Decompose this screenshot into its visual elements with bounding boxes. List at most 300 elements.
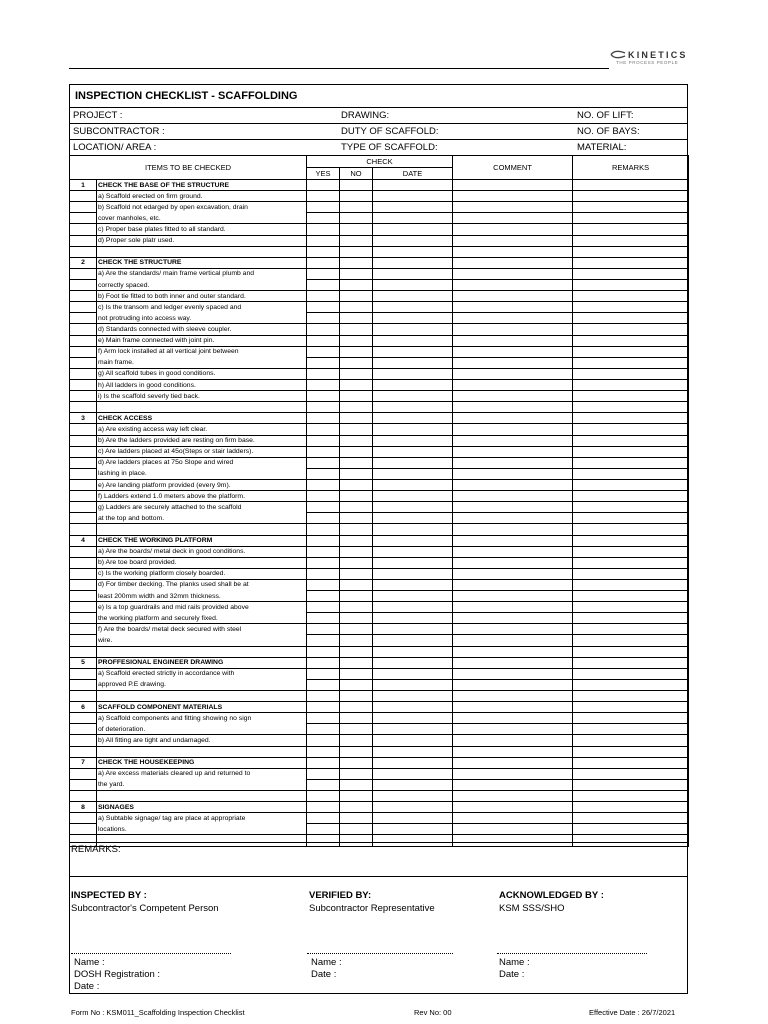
yes-cell[interactable] xyxy=(307,446,340,457)
no-cell[interactable] xyxy=(340,646,373,657)
remarks-cell[interactable] xyxy=(573,457,689,468)
yes-cell[interactable] xyxy=(307,713,340,724)
no-cell[interactable] xyxy=(340,257,373,268)
remarks-cell[interactable] xyxy=(573,668,689,679)
yes-cell[interactable] xyxy=(307,224,340,235)
comment-cell[interactable] xyxy=(453,302,573,313)
yes-cell[interactable] xyxy=(307,646,340,657)
yes-cell[interactable] xyxy=(307,268,340,279)
no-cell[interactable] xyxy=(340,557,373,568)
date-cell[interactable] xyxy=(373,191,453,202)
remarks-cell[interactable] xyxy=(573,491,689,502)
comment-cell[interactable] xyxy=(453,591,573,602)
date-cell[interactable] xyxy=(373,491,453,502)
date-cell[interactable] xyxy=(373,691,453,702)
comment-cell[interactable] xyxy=(453,757,573,768)
remarks-cell[interactable] xyxy=(573,180,689,191)
remarks-cell[interactable] xyxy=(573,546,689,557)
date-cell[interactable] xyxy=(373,624,453,635)
remarks-cell[interactable] xyxy=(573,679,689,690)
no-cell[interactable] xyxy=(340,702,373,713)
comment-cell[interactable] xyxy=(453,768,573,779)
date-cell[interactable] xyxy=(373,424,453,435)
yes-cell[interactable] xyxy=(307,513,340,524)
comment-cell[interactable] xyxy=(453,535,573,546)
remarks-cell[interactable] xyxy=(573,424,689,435)
date-cell[interactable] xyxy=(373,291,453,302)
comment-cell[interactable] xyxy=(453,802,573,813)
remarks-cell[interactable] xyxy=(573,213,689,224)
date-cell[interactable] xyxy=(373,468,453,479)
yes-cell[interactable] xyxy=(307,424,340,435)
no-cell[interactable] xyxy=(340,324,373,335)
date-cell[interactable] xyxy=(373,313,453,324)
yes-cell[interactable] xyxy=(307,279,340,290)
no-cell[interactable] xyxy=(340,379,373,390)
date-cell[interactable] xyxy=(373,413,453,424)
yes-cell[interactable] xyxy=(307,657,340,668)
acknowledged-name-field[interactable]: Name : xyxy=(499,957,530,968)
no-cell[interactable] xyxy=(340,691,373,702)
comment-cell[interactable] xyxy=(453,224,573,235)
date-cell[interactable] xyxy=(373,535,453,546)
yes-cell[interactable] xyxy=(307,735,340,746)
acknowledged-date-field[interactable]: Date : xyxy=(499,969,525,980)
no-cell[interactable] xyxy=(340,346,373,357)
date-cell[interactable] xyxy=(373,635,453,646)
no-cell[interactable] xyxy=(340,591,373,602)
comment-cell[interactable] xyxy=(453,457,573,468)
remarks-cell[interactable] xyxy=(573,613,689,624)
no-cell[interactable] xyxy=(340,468,373,479)
date-cell[interactable] xyxy=(373,668,453,679)
comment-cell[interactable] xyxy=(453,491,573,502)
date-cell[interactable] xyxy=(373,368,453,379)
date-cell[interactable] xyxy=(373,646,453,657)
yes-cell[interactable] xyxy=(307,391,340,402)
yes-cell[interactable] xyxy=(307,457,340,468)
no-cell[interactable] xyxy=(340,435,373,446)
yes-cell[interactable] xyxy=(307,557,340,568)
comment-cell[interactable] xyxy=(453,313,573,324)
comment-cell[interactable] xyxy=(453,724,573,735)
yes-cell[interactable] xyxy=(307,524,340,535)
date-cell[interactable] xyxy=(373,435,453,446)
no-cell[interactable] xyxy=(340,757,373,768)
comment-cell[interactable] xyxy=(453,557,573,568)
yes-cell[interactable] xyxy=(307,668,340,679)
yes-cell[interactable] xyxy=(307,246,340,257)
comment-cell[interactable] xyxy=(453,668,573,679)
date-cell[interactable] xyxy=(373,268,453,279)
dosh-registration-field[interactable]: DOSH Registration : xyxy=(74,969,161,980)
date-cell[interactable] xyxy=(373,579,453,590)
date-cell[interactable] xyxy=(373,257,453,268)
yes-cell[interactable] xyxy=(307,579,340,590)
no-cell[interactable] xyxy=(340,824,373,835)
no-cell[interactable] xyxy=(340,524,373,535)
yes-cell[interactable] xyxy=(307,535,340,546)
yes-cell[interactable] xyxy=(307,746,340,757)
yes-cell[interactable] xyxy=(307,602,340,613)
comment-cell[interactable] xyxy=(453,657,573,668)
comment-cell[interactable] xyxy=(453,413,573,424)
yes-cell[interactable] xyxy=(307,479,340,490)
date-cell[interactable] xyxy=(373,757,453,768)
no-cell[interactable] xyxy=(340,779,373,790)
comment-cell[interactable] xyxy=(453,479,573,490)
yes-cell[interactable] xyxy=(307,824,340,835)
inspected-date-field[interactable]: Date : xyxy=(74,981,100,992)
remarks-cell[interactable] xyxy=(573,368,689,379)
remarks-cell[interactable] xyxy=(573,202,689,213)
date-cell[interactable] xyxy=(373,768,453,779)
comment-cell[interactable] xyxy=(453,813,573,824)
remarks-cell[interactable] xyxy=(573,713,689,724)
date-cell[interactable] xyxy=(373,802,453,813)
comment-cell[interactable] xyxy=(453,468,573,479)
no-cell[interactable] xyxy=(340,602,373,613)
remarks-cell[interactable] xyxy=(573,646,689,657)
no-cell[interactable] xyxy=(340,402,373,413)
no-cell[interactable] xyxy=(340,446,373,457)
remarks-cell[interactable] xyxy=(573,513,689,524)
remarks-cell[interactable] xyxy=(573,468,689,479)
date-cell[interactable] xyxy=(373,224,453,235)
no-cell[interactable] xyxy=(340,668,373,679)
remarks-cell[interactable] xyxy=(573,257,689,268)
yes-cell[interactable] xyxy=(307,624,340,635)
remarks-cell[interactable] xyxy=(573,568,689,579)
no-cell[interactable] xyxy=(340,791,373,802)
date-cell[interactable] xyxy=(373,357,453,368)
comment-cell[interactable] xyxy=(453,513,573,524)
comment-cell[interactable] xyxy=(453,424,573,435)
no-cell[interactable] xyxy=(340,679,373,690)
signature-line-acknowledged[interactable] xyxy=(497,953,647,954)
yes-cell[interactable] xyxy=(307,180,340,191)
verified-date-field[interactable]: Date : xyxy=(311,969,337,980)
date-cell[interactable] xyxy=(373,391,453,402)
comment-cell[interactable] xyxy=(453,502,573,513)
yes-cell[interactable] xyxy=(307,313,340,324)
comment-cell[interactable] xyxy=(453,646,573,657)
no-cell[interactable] xyxy=(340,713,373,724)
remarks-cell[interactable] xyxy=(573,246,689,257)
comment-cell[interactable] xyxy=(453,713,573,724)
yes-cell[interactable] xyxy=(307,546,340,557)
comment-cell[interactable] xyxy=(453,391,573,402)
no-cell[interactable] xyxy=(340,746,373,757)
comment-cell[interactable] xyxy=(453,191,573,202)
comment-cell[interactable] xyxy=(453,335,573,346)
comment-cell[interactable] xyxy=(453,568,573,579)
date-cell[interactable] xyxy=(373,213,453,224)
remarks-cell[interactable] xyxy=(573,224,689,235)
yes-cell[interactable] xyxy=(307,835,340,846)
comment-cell[interactable] xyxy=(453,257,573,268)
remarks-cell[interactable] xyxy=(573,235,689,246)
yes-cell[interactable] xyxy=(307,502,340,513)
verified-name-field[interactable]: Name : xyxy=(311,957,342,968)
remarks-cell[interactable] xyxy=(573,813,689,824)
yes-cell[interactable] xyxy=(307,302,340,313)
comment-cell[interactable] xyxy=(453,213,573,224)
no-cell[interactable] xyxy=(340,335,373,346)
remarks-cell[interactable] xyxy=(573,757,689,768)
no-cell[interactable] xyxy=(340,724,373,735)
no-cell[interactable] xyxy=(340,313,373,324)
date-cell[interactable] xyxy=(373,735,453,746)
date-cell[interactable] xyxy=(373,613,453,624)
remarks-cell[interactable] xyxy=(573,268,689,279)
yes-cell[interactable] xyxy=(307,413,340,424)
no-cell[interactable] xyxy=(340,302,373,313)
yes-cell[interactable] xyxy=(307,235,340,246)
comment-cell[interactable] xyxy=(453,235,573,246)
yes-cell[interactable] xyxy=(307,613,340,624)
remarks-cell[interactable] xyxy=(573,579,689,590)
remarks-cell[interactable] xyxy=(573,324,689,335)
date-cell[interactable] xyxy=(373,302,453,313)
no-cell[interactable] xyxy=(340,579,373,590)
date-cell[interactable] xyxy=(373,835,453,846)
no-cell[interactable] xyxy=(340,235,373,246)
remarks-cell[interactable] xyxy=(573,535,689,546)
date-cell[interactable] xyxy=(373,591,453,602)
yes-cell[interactable] xyxy=(307,402,340,413)
no-cell[interactable] xyxy=(340,291,373,302)
yes-cell[interactable] xyxy=(307,802,340,813)
date-cell[interactable] xyxy=(373,546,453,557)
comment-cell[interactable] xyxy=(453,702,573,713)
remarks-cell[interactable] xyxy=(573,735,689,746)
remarks-cell[interactable] xyxy=(573,435,689,446)
yes-cell[interactable] xyxy=(307,768,340,779)
remarks-cell[interactable] xyxy=(573,313,689,324)
remarks-cell[interactable] xyxy=(573,302,689,313)
no-cell[interactable] xyxy=(340,802,373,813)
remarks-cell[interactable] xyxy=(573,746,689,757)
date-cell[interactable] xyxy=(373,746,453,757)
yes-cell[interactable] xyxy=(307,702,340,713)
date-cell[interactable] xyxy=(373,657,453,668)
no-cell[interactable] xyxy=(340,213,373,224)
remarks-cell[interactable] xyxy=(573,635,689,646)
signature-line-inspected[interactable] xyxy=(71,953,231,954)
yes-cell[interactable] xyxy=(307,335,340,346)
remarks-cell[interactable] xyxy=(573,702,689,713)
no-cell[interactable] xyxy=(340,513,373,524)
comment-cell[interactable] xyxy=(453,679,573,690)
date-cell[interactable] xyxy=(373,724,453,735)
remarks-cell[interactable] xyxy=(573,624,689,635)
yes-cell[interactable] xyxy=(307,491,340,502)
date-cell[interactable] xyxy=(373,824,453,835)
comment-cell[interactable] xyxy=(453,824,573,835)
remarks-cell[interactable] xyxy=(573,279,689,290)
date-cell[interactable] xyxy=(373,479,453,490)
remarks-cell[interactable] xyxy=(573,479,689,490)
date-cell[interactable] xyxy=(373,202,453,213)
no-cell[interactable] xyxy=(340,202,373,213)
comment-cell[interactable] xyxy=(453,402,573,413)
inspected-name-field[interactable]: Name : xyxy=(74,957,105,968)
date-cell[interactable] xyxy=(373,246,453,257)
no-cell[interactable] xyxy=(340,835,373,846)
no-cell[interactable] xyxy=(340,502,373,513)
remarks-cell[interactable] xyxy=(573,779,689,790)
date-cell[interactable] xyxy=(373,713,453,724)
remarks-cell[interactable] xyxy=(573,357,689,368)
comment-cell[interactable] xyxy=(453,357,573,368)
date-cell[interactable] xyxy=(373,813,453,824)
comment-cell[interactable] xyxy=(453,279,573,290)
yes-cell[interactable] xyxy=(307,468,340,479)
date-cell[interactable] xyxy=(373,180,453,191)
comment-cell[interactable] xyxy=(453,835,573,846)
no-cell[interactable] xyxy=(340,191,373,202)
yes-cell[interactable] xyxy=(307,379,340,390)
comment-cell[interactable] xyxy=(453,324,573,335)
yes-cell[interactable] xyxy=(307,324,340,335)
no-cell[interactable] xyxy=(340,735,373,746)
no-cell[interactable] xyxy=(340,457,373,468)
signature-line-verified[interactable] xyxy=(307,953,453,954)
no-cell[interactable] xyxy=(340,613,373,624)
date-cell[interactable] xyxy=(373,346,453,357)
comment-cell[interactable] xyxy=(453,624,573,635)
remarks-cell[interactable] xyxy=(573,191,689,202)
comment-cell[interactable] xyxy=(453,613,573,624)
yes-cell[interactable] xyxy=(307,757,340,768)
date-cell[interactable] xyxy=(373,679,453,690)
no-cell[interactable] xyxy=(340,768,373,779)
yes-cell[interactable] xyxy=(307,813,340,824)
remarks-cell[interactable] xyxy=(573,691,689,702)
no-cell[interactable] xyxy=(340,357,373,368)
remarks-cell[interactable] xyxy=(573,824,689,835)
yes-cell[interactable] xyxy=(307,591,340,602)
no-cell[interactable] xyxy=(340,657,373,668)
no-cell[interactable] xyxy=(340,568,373,579)
comment-cell[interactable] xyxy=(453,446,573,457)
yes-cell[interactable] xyxy=(307,191,340,202)
remarks-cell[interactable] xyxy=(573,802,689,813)
date-cell[interactable] xyxy=(373,524,453,535)
remarks-cell[interactable] xyxy=(573,291,689,302)
comment-cell[interactable] xyxy=(453,735,573,746)
no-cell[interactable] xyxy=(340,813,373,824)
date-cell[interactable] xyxy=(373,446,453,457)
comment-cell[interactable] xyxy=(453,368,573,379)
date-cell[interactable] xyxy=(373,702,453,713)
date-cell[interactable] xyxy=(373,791,453,802)
date-cell[interactable] xyxy=(373,279,453,290)
date-cell[interactable] xyxy=(373,335,453,346)
date-cell[interactable] xyxy=(373,379,453,390)
yes-cell[interactable] xyxy=(307,791,340,802)
date-cell[interactable] xyxy=(373,568,453,579)
yes-cell[interactable] xyxy=(307,213,340,224)
date-cell[interactable] xyxy=(373,513,453,524)
remarks-cell[interactable] xyxy=(573,524,689,535)
remarks-cell[interactable] xyxy=(573,768,689,779)
no-cell[interactable] xyxy=(340,535,373,546)
remarks-cell[interactable] xyxy=(573,657,689,668)
no-cell[interactable] xyxy=(340,268,373,279)
yes-cell[interactable] xyxy=(307,679,340,690)
yes-cell[interactable] xyxy=(307,291,340,302)
date-cell[interactable] xyxy=(373,324,453,335)
yes-cell[interactable] xyxy=(307,346,340,357)
remarks-cell[interactable] xyxy=(573,502,689,513)
yes-cell[interactable] xyxy=(307,368,340,379)
comment-cell[interactable] xyxy=(453,180,573,191)
no-cell[interactable] xyxy=(340,246,373,257)
remarks-cell[interactable] xyxy=(573,379,689,390)
comment-cell[interactable] xyxy=(453,291,573,302)
comment-cell[interactable] xyxy=(453,524,573,535)
no-cell[interactable] xyxy=(340,224,373,235)
remarks-cell[interactable] xyxy=(573,335,689,346)
comment-cell[interactable] xyxy=(453,579,573,590)
no-cell[interactable] xyxy=(340,546,373,557)
yes-cell[interactable] xyxy=(307,635,340,646)
date-cell[interactable] xyxy=(373,602,453,613)
date-cell[interactable] xyxy=(373,402,453,413)
comment-cell[interactable] xyxy=(453,779,573,790)
comment-cell[interactable] xyxy=(453,602,573,613)
yes-cell[interactable] xyxy=(307,435,340,446)
comment-cell[interactable] xyxy=(453,691,573,702)
no-cell[interactable] xyxy=(340,279,373,290)
date-cell[interactable] xyxy=(373,779,453,790)
comment-cell[interactable] xyxy=(453,746,573,757)
no-cell[interactable] xyxy=(340,479,373,490)
comment-cell[interactable] xyxy=(453,379,573,390)
date-cell[interactable] xyxy=(373,557,453,568)
comment-cell[interactable] xyxy=(453,635,573,646)
remarks-cell[interactable] xyxy=(573,602,689,613)
date-cell[interactable] xyxy=(373,235,453,246)
comment-cell[interactable] xyxy=(453,268,573,279)
remarks-cell[interactable] xyxy=(573,835,689,846)
date-cell[interactable] xyxy=(373,502,453,513)
comment-cell[interactable] xyxy=(453,435,573,446)
no-cell[interactable] xyxy=(340,413,373,424)
remarks-cell[interactable] xyxy=(573,791,689,802)
no-cell[interactable] xyxy=(340,491,373,502)
remarks-cell[interactable] xyxy=(573,724,689,735)
comment-cell[interactable] xyxy=(453,346,573,357)
remarks-cell[interactable] xyxy=(573,413,689,424)
yes-cell[interactable] xyxy=(307,568,340,579)
yes-cell[interactable] xyxy=(307,202,340,213)
yes-cell[interactable] xyxy=(307,691,340,702)
comment-cell[interactable] xyxy=(453,546,573,557)
no-cell[interactable] xyxy=(340,624,373,635)
remarks-cell[interactable] xyxy=(573,557,689,568)
comment-cell[interactable] xyxy=(453,202,573,213)
remarks-cell[interactable] xyxy=(573,402,689,413)
remarks-cell[interactable] xyxy=(573,591,689,602)
yes-cell[interactable] xyxy=(307,724,340,735)
yes-cell[interactable] xyxy=(307,779,340,790)
comment-cell[interactable] xyxy=(453,791,573,802)
no-cell[interactable] xyxy=(340,424,373,435)
remarks-cell[interactable] xyxy=(573,391,689,402)
